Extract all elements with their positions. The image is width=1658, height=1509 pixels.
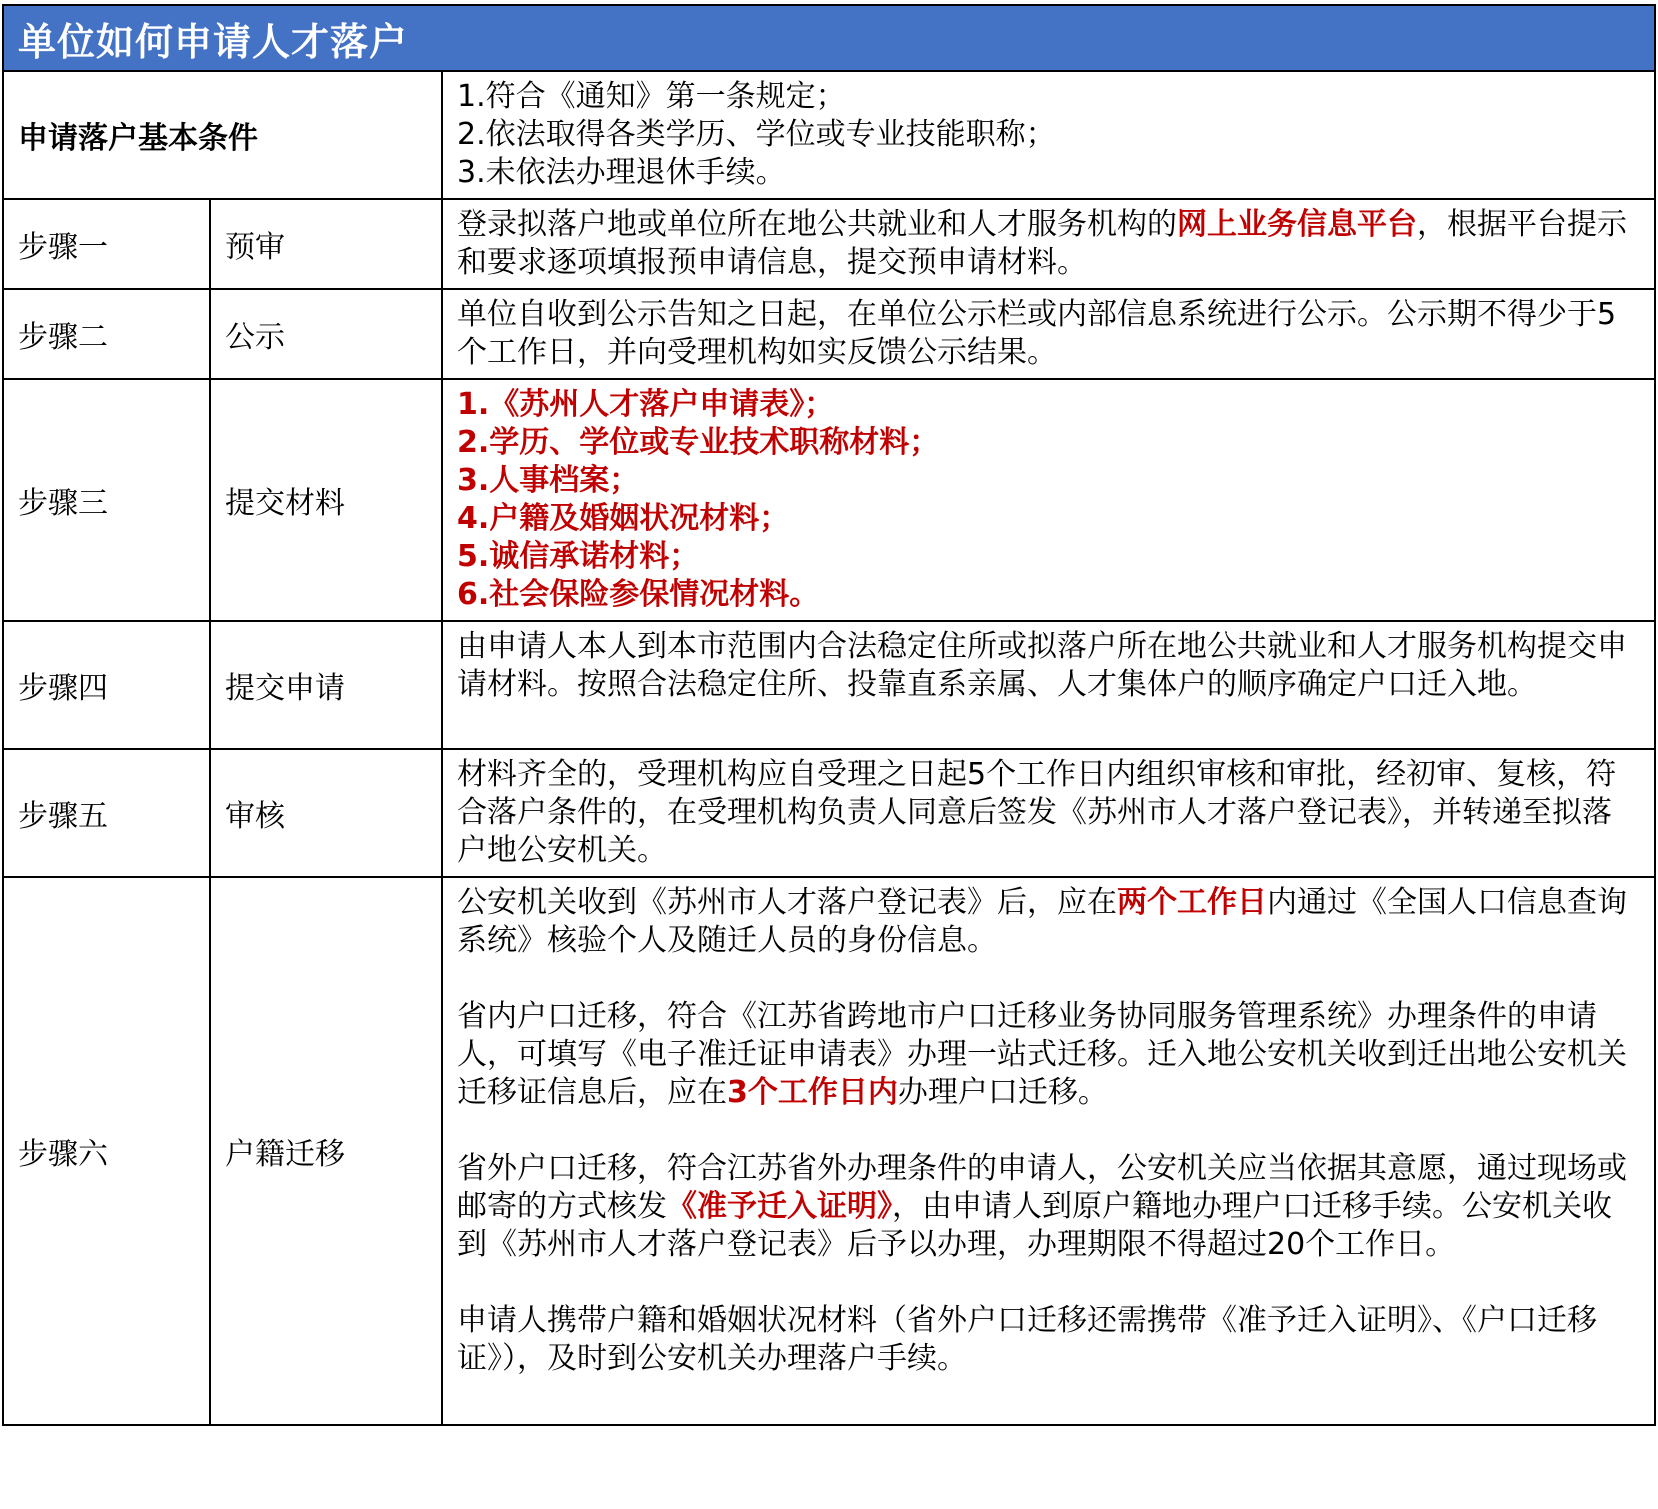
material-item: 6.社会保险参保情况材料。 — [457, 577, 820, 612]
step-row-3 — [3, 379, 1655, 621]
text-segment: ，根据平台提示和要求逐项填报预申请信息，提交预申请材料。 — [457, 207, 1627, 280]
materials-list — [442, 379, 1655, 621]
step-name: 审核 — [210, 749, 442, 877]
conditions-list — [442, 71, 1655, 199]
paragraph — [457, 1150, 1640, 1264]
conditions-row — [3, 71, 1655, 199]
paragraph — [457, 998, 1640, 1112]
step-number: 步骤五 — [3, 749, 210, 877]
highlight-text: 《准予迁入证明》 — [667, 1189, 892, 1224]
step-row-6 — [3, 877, 1655, 1425]
conditions-label: 申请落户基本条件 — [3, 71, 442, 199]
text-segment: ，由申请人到原户籍地办理户口迁移手续。公安机关收到《苏州市人才落户登记表》后予以办理，办理期限不得超过20个工作日。 — [457, 1189, 1612, 1262]
paragraph — [457, 884, 1640, 960]
text-segment: 登录拟落户地或单位所在地公共就业和人才服务机构的 — [457, 207, 1177, 242]
step-name: 户籍迁移 — [210, 877, 442, 1425]
text-segment: 内通过《全国人口信息查询系统》核验个人及随迁人员的身份信息。 — [457, 885, 1627, 958]
step-name: 提交申请 — [210, 621, 442, 749]
talent-settlement-table — [2, 4, 1656, 1426]
highlight-text: 网上业务信息平台 — [1177, 207, 1417, 242]
step-name: 提交材料 — [210, 379, 442, 621]
text-segment: 办理户口迁移。 — [897, 1075, 1108, 1110]
title-row — [3, 5, 1655, 71]
step-name: 公示 — [210, 289, 442, 379]
text-segment: 公安机关收到《苏州市人才落户登记表》后，应在 — [457, 885, 1117, 920]
step-number: 步骤六 — [3, 877, 210, 1425]
text-segment: 省内户口迁移，符合《江苏省跨地市户口迁移业务协同服务管理系统》办理条件的申请人，可填写《电子准迁证申请表》办理一站式迁移。迁入地公安机关收到迁出地公安机关迁移证信息后，应在 — [457, 999, 1627, 1110]
highlight-text: 两个工作日 — [1117, 885, 1267, 920]
step-content — [442, 877, 1655, 1425]
material-item: 5.诚信承诺材料； — [457, 539, 700, 574]
step-content: 材料齐全的，受理机构应自受理之日起5个工作日内组织审核和审批，经初审、复核，符合落户条件的，在受理机构负责人同意后签发《苏州市人才落户登记表》，并转递至拟落户地公安机关。 — [442, 749, 1655, 877]
material-item: 1.《苏州人才落户申请表》； — [457, 387, 835, 422]
material-item: 4.户籍及婚姻状况材料； — [457, 501, 790, 536]
condition-item: 3.未依法办理退休手续。 — [457, 155, 786, 190]
condition-item: 2.依法取得各类学历、学位或专业技能职称； — [457, 117, 1056, 152]
step-number: 步骤三 — [3, 379, 210, 621]
step-number: 步骤一 — [3, 199, 210, 289]
material-item: 2.学历、学位或专业技术职称材料； — [457, 425, 940, 460]
step-row-1 — [3, 199, 1655, 289]
text-segment: 省外户口迁移，符合江苏省外办理条件的申请人，公安机关应当依据其意愿，通过现场或邮寄的方式核发 — [457, 1151, 1627, 1224]
step-name: 预审 — [210, 199, 442, 289]
paragraph: 申请人携带户籍和婚姻状况材料（省外户口迁移还需携带《准予迁入证明》、《户口迁移证》），及时到公安机关办理落户手续。 — [457, 1303, 1597, 1376]
condition-item: 1.符合《通知》第一条规定； — [457, 79, 846, 114]
step-content — [442, 199, 1655, 289]
step-row-5 — [3, 749, 1655, 877]
step-content: 单位自收到公示告知之日起，在单位公示栏或内部信息系统进行公示。公示期不得少于5个工作日，并向受理机构如实反馈公示结果。 — [442, 289, 1655, 379]
step-number: 步骤四 — [3, 621, 210, 749]
step-content: 由申请人本人到本市范围内合法稳定住所或拟落户所在地公共就业和人才服务机构提交申请材料。按照合法稳定住所、投靠直系亲属、人才集体户的顺序确定户口迁入地。 — [442, 621, 1655, 749]
step-row-4 — [3, 621, 1655, 749]
step-number: 步骤二 — [3, 289, 210, 379]
page-title: 单位如何申请人才落户 — [3, 5, 1655, 71]
step-row-2 — [3, 289, 1655, 379]
highlight-text: 3个工作日内 — [727, 1075, 898, 1110]
material-item: 3.人事档案； — [457, 463, 640, 498]
